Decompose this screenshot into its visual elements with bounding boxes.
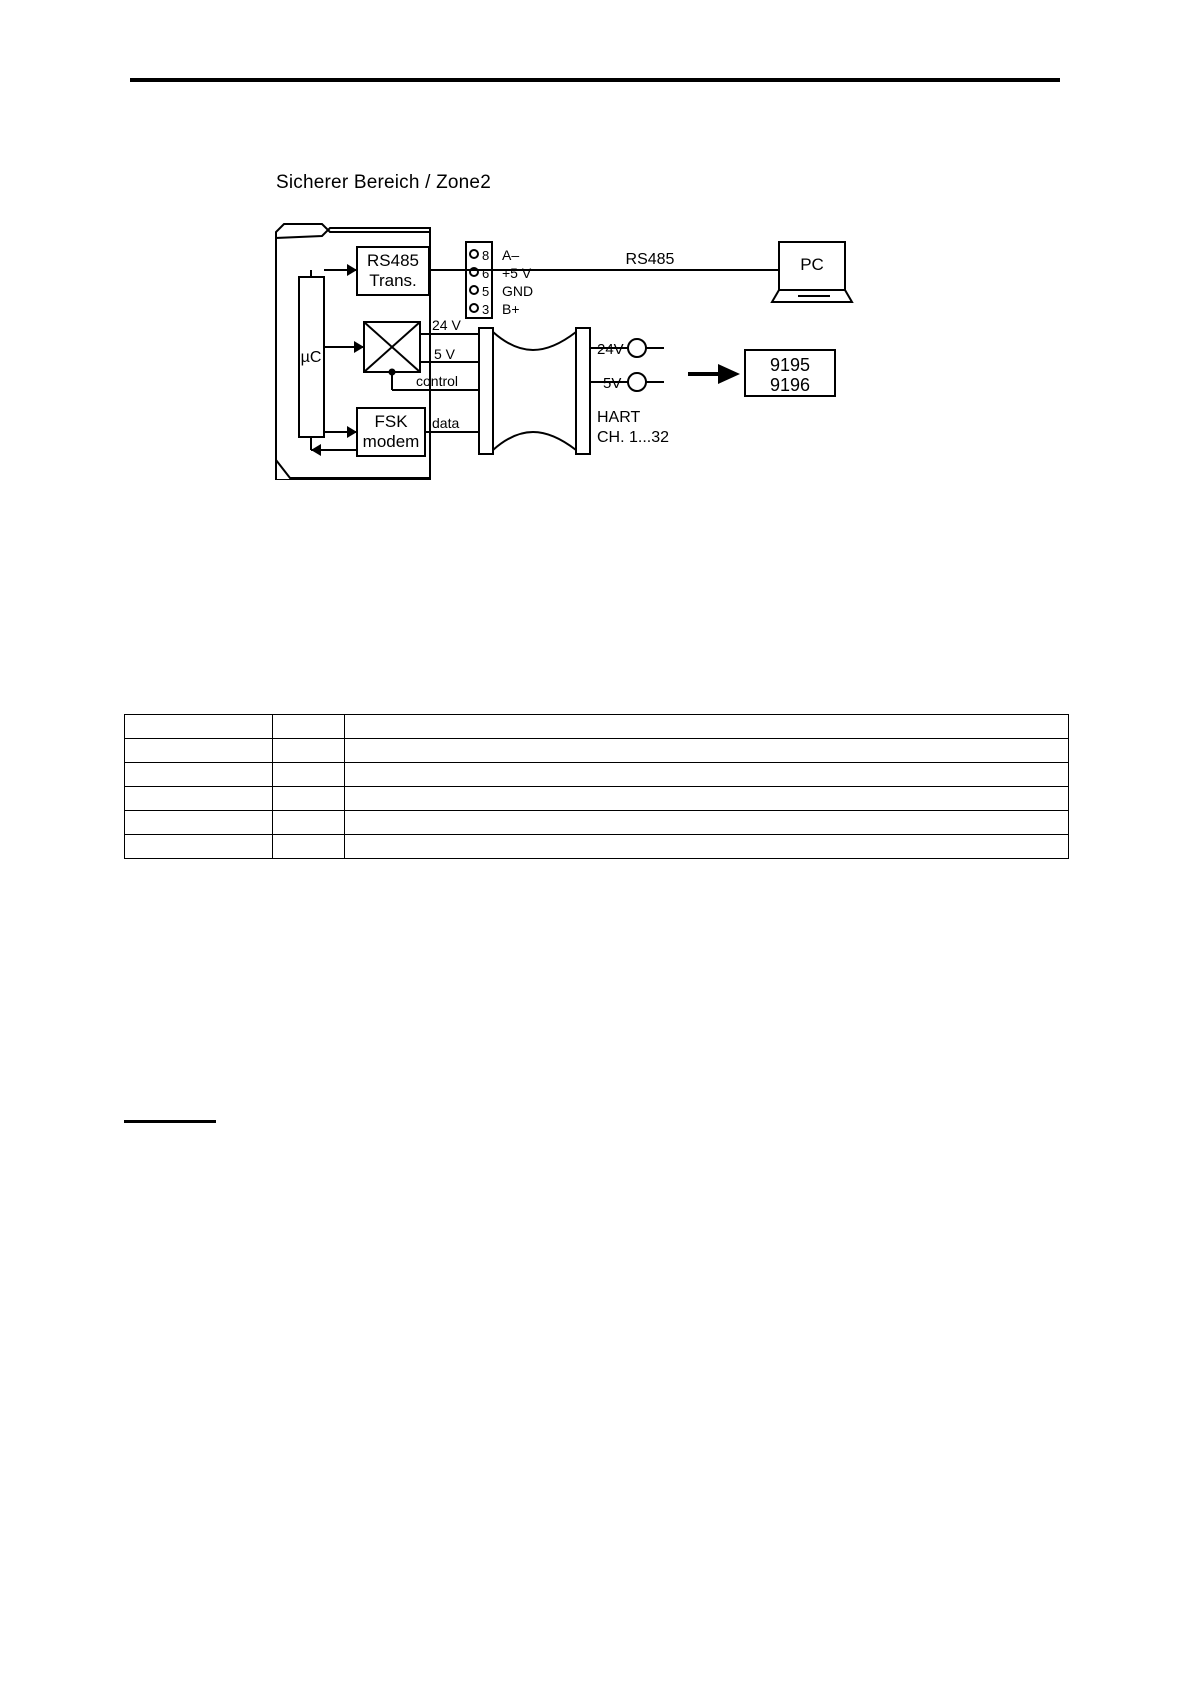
- ribbon-bottom-edge: [493, 432, 576, 450]
- spec-table-body: [125, 715, 1069, 859]
- label-out-5v: 5V: [603, 375, 622, 392]
- diagram-svg: [0, 150, 1191, 480]
- fsk-label-line2: modem: [362, 432, 420, 451]
- pin-number-5: 5: [482, 284, 490, 299]
- table-cell-col3: [345, 763, 1069, 787]
- table-cell-col2: [273, 787, 345, 811]
- table-cell-col2: [273, 739, 345, 763]
- device-label-line2: 9196: [769, 375, 811, 395]
- rs485-trans-label-line2: Trans.: [369, 271, 417, 290]
- table-row: [125, 715, 1069, 739]
- fsk-label-line1: FSK: [374, 412, 408, 431]
- table-cell-col2: [273, 835, 345, 859]
- arrow-head-iso: [354, 341, 364, 353]
- bus-label: RS485: [625, 251, 675, 268]
- rs485-trans-label-line1: RS485: [367, 251, 419, 270]
- table-cell-col1: [125, 835, 273, 859]
- label-5v: 5 V: [434, 346, 456, 362]
- table-cell-col3: [345, 835, 1069, 859]
- table-row: [125, 763, 1069, 787]
- table-row: [125, 835, 1069, 859]
- diagram-title: Sicherer Bereich / Zone2: [276, 172, 491, 193]
- pin-circle-8: [470, 250, 478, 258]
- junction-dot-control: [389, 369, 396, 376]
- label-hart-line1: HART: [597, 409, 641, 426]
- table-row: [125, 787, 1069, 811]
- table-cell-col3: [345, 739, 1069, 763]
- table-cell-col1: [125, 739, 273, 763]
- label-data: data: [432, 415, 460, 431]
- spec-table: [124, 714, 1069, 859]
- label-control: control: [416, 373, 459, 389]
- pin-circle-3: [470, 304, 478, 312]
- ribbon-top-edge: [493, 332, 576, 350]
- section-underline-mark: [124, 1120, 216, 1123]
- ribbon-connector-left: [479, 328, 493, 454]
- table-cell-col1: [125, 811, 273, 835]
- arrow-head-rs485: [347, 264, 357, 276]
- pin-circle-5: [470, 286, 478, 294]
- pin-label-gnd: GND: [502, 283, 534, 299]
- microcontroller-label: µC: [300, 349, 322, 366]
- pc-label: PC: [800, 255, 824, 274]
- label-hart-line2: CH. 1...32: [597, 429, 670, 446]
- pin-number-3: 3: [482, 302, 490, 317]
- page-header-rule: [130, 78, 1060, 82]
- label-24v: 24 V: [432, 317, 461, 333]
- label-out-24v: 24V: [597, 341, 624, 358]
- table-cell-col2: [273, 763, 345, 787]
- table-cell-col3: [345, 715, 1069, 739]
- arrow-head-fsk-return: [311, 444, 321, 456]
- pin-label-b-plus: B+: [502, 301, 520, 317]
- arrow-head-device: [718, 364, 740, 384]
- table-row: [125, 739, 1069, 763]
- table-row: [125, 811, 1069, 835]
- ribbon-connector-right: [576, 328, 590, 454]
- table-cell-col1: [125, 715, 273, 739]
- table-cell-col3: [345, 787, 1069, 811]
- table-cell-col2: [273, 811, 345, 835]
- table-cell-col1: [125, 787, 273, 811]
- pin-label-plus5v: +5 V: [502, 265, 532, 281]
- terminal-24v: [628, 339, 646, 357]
- pin-label-a-minus: A–: [502, 247, 520, 263]
- terminal-5v: [628, 373, 646, 391]
- arrow-head-fsk: [347, 426, 357, 438]
- table-cell-col1: [125, 763, 273, 787]
- pin-number-8: 8: [482, 248, 490, 263]
- device-label-line1: 9195: [769, 355, 811, 375]
- table-cell-col3: [345, 811, 1069, 835]
- pin-number-6: 6: [482, 266, 490, 281]
- system-block-diagram: [0, 150, 1191, 510]
- table-cell-col2: [273, 715, 345, 739]
